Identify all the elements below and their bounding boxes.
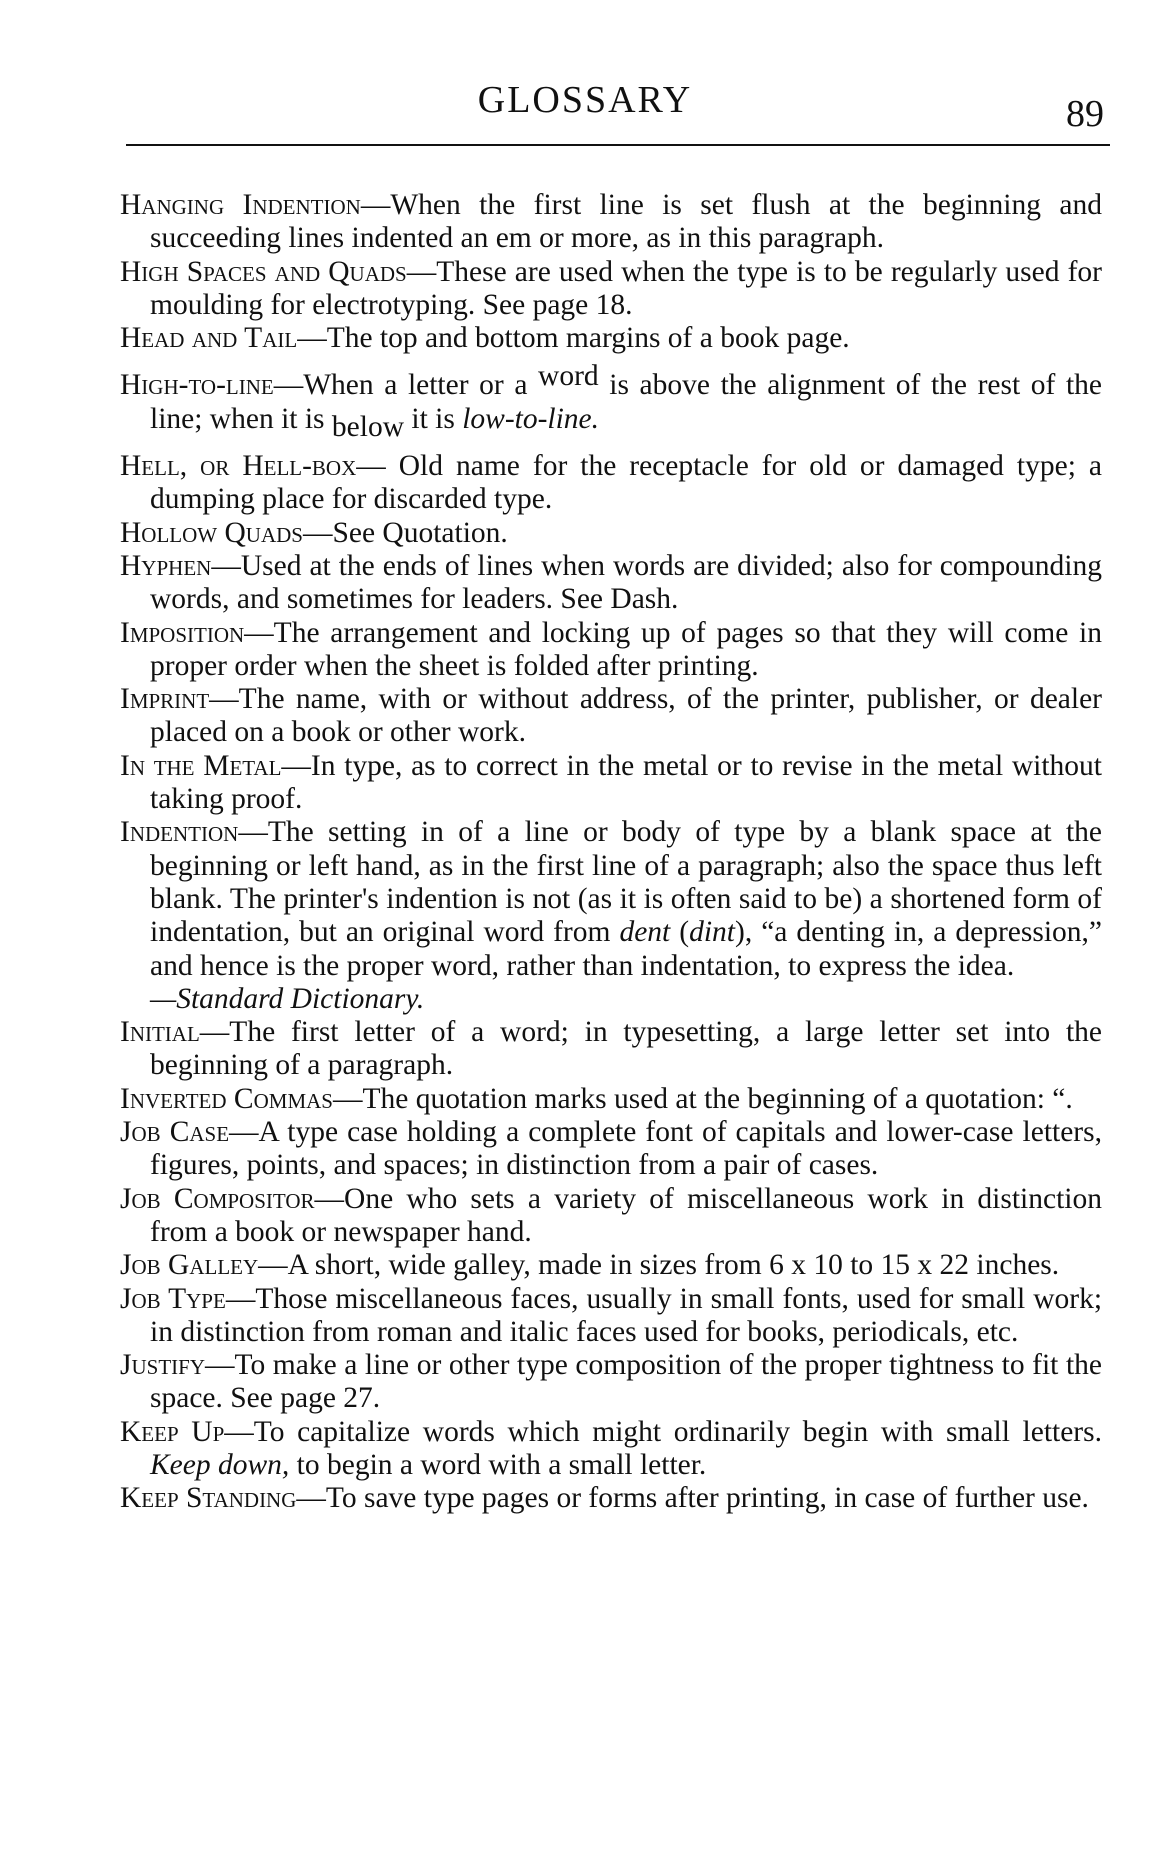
entry-term: Initial: [120, 1016, 200, 1049]
entry-definition: —Used at the ends of lines when words are divided; also for compounding words, and sometimes for leaders. See Dash.: [150, 549, 1102, 616]
raised-word: word: [538, 360, 599, 393]
glossary-entry: [120, 517, 1102, 550]
entry-term: Job Compositor: [120, 1182, 315, 1215]
entry-definition: — Old name for the receptacle for old or damaged type; a dumping place for discarded type.: [150, 450, 1102, 516]
entry-term: Hyphen: [120, 549, 212, 582]
glossary-entries: [120, 189, 1102, 1516]
lowered-word: below: [331, 410, 404, 443]
entry-term: Imprint: [120, 683, 210, 716]
glossary-entry: [120, 1183, 1102, 1250]
entry-definition: —One who sets a variety of miscellaneous work in distinction from a book or newspaper hand.: [150, 1182, 1102, 1248]
entry-definition: —A type case holding a complete font of capitals and lower-case letters, figures, points, and spaces; in distinction from a pair of cases.: [150, 1116, 1102, 1182]
entry-term: High Spaces and Quads: [120, 255, 407, 288]
entry-definition: —The quotation marks used at the beginning of a quotation: “.: [332, 1082, 1073, 1115]
entry-term: Keep Standing: [120, 1482, 297, 1515]
italic-word: dint: [689, 916, 735, 949]
entry-definition: —The top and bottom margins of a book page.: [297, 322, 850, 355]
entry-definition: —A short, wide galley, made in sizes from 6 x 10 to 15 x 22 inches.: [258, 1249, 1060, 1282]
glossary-entry: [120, 1482, 1102, 1515]
glossary-entry: [120, 1283, 1102, 1350]
italic-term: low-to-line.: [462, 402, 600, 435]
glossary-entry: [120, 322, 1102, 355]
entry-definition: —The name, with or without address, of the printer, publisher, or dealer placed on a book or other work.: [150, 683, 1102, 749]
entry-term: Justify: [120, 1349, 205, 1382]
entry-term: Keep Up: [120, 1415, 225, 1448]
entry-term: Hollow Quads: [120, 516, 303, 549]
glossary-entry: [120, 1416, 1102, 1483]
entry-definition: —To capitalize words which might ordinarily begin with small letters.: [224, 1415, 1102, 1448]
citation: —Standard Dictionary.: [150, 982, 425, 1015]
entry-term: Hell, or Hell-box: [120, 450, 357, 483]
page-number: 89: [1066, 93, 1104, 135]
entry-definition: —These are used when the type is to be regularly used for moulding for electrotyping. See page 18.: [150, 255, 1102, 321]
entry-term: Head and Tail: [120, 322, 298, 355]
entry-definition: —The arrangement and locking up of pages so that they will come in proper order when the sheet is folded after printing.: [150, 616, 1102, 682]
page-title: GLOSSARY: [477, 79, 693, 121]
entry-definition: to begin a word with a small letter.: [289, 1448, 707, 1481]
entry-term: Hanging Indention: [120, 189, 361, 221]
entry-term: Job Type: [120, 1282, 226, 1315]
entry-definition: —When a letter or a: [273, 369, 539, 402]
glossary-entry: [120, 450, 1102, 517]
entry-definition: —In type, as to correct in the metal or to revise in the metal without taking proof.: [150, 749, 1102, 816]
glossary-entry: [120, 617, 1102, 684]
entry-term: In the Metal: [120, 749, 282, 782]
entry-definition: —The first letter of a word; in typesetting, a large letter set into the beginning of a paragraph.: [150, 1016, 1102, 1082]
italic-word: dent: [619, 916, 671, 949]
glossary-entry: [120, 1249, 1102, 1282]
entry-term: Inverted Commas: [120, 1082, 333, 1115]
glossary-entry: [120, 550, 1102, 617]
glossary-entry: [120, 256, 1102, 323]
entry-definition: —The setting in of a line or body of type by a blank space at the beginning or left hand, as in the first line of a paragraph; also the space thus left blank. The printer's indention is not (as it is often said to be) a shortened form of indentation, but an original word from: [150, 816, 1102, 949]
entry-term: Job Case: [120, 1116, 230, 1149]
entry-definition: —Those miscellaneous faces, usually in small fonts, used for small work; in distinction from roman and italic faces used for books, periodicals, etc.: [150, 1282, 1103, 1348]
entry-definition: —See Quotation.: [302, 516, 508, 549]
entry-definition: ), “a denting in, a depression,” and hence is the proper word, rather than indentation, to express the idea.: [150, 916, 1102, 982]
entry-term: Indention: [120, 816, 239, 849]
entry-term: Imposition: [120, 616, 245, 649]
glossary-entry: [120, 360, 1102, 443]
entry-definition: it is: [404, 402, 463, 435]
italic-term: Keep down,: [150, 1448, 290, 1481]
entry-definition: —To make a line or other type composition of the proper tightness to fit the space. See page 27.: [150, 1349, 1102, 1415]
glossary-entry: [120, 683, 1102, 750]
glossary-entry: [120, 1349, 1102, 1416]
entry-definition: is above the alignment of the rest of the line; when it is: [150, 369, 1102, 435]
entry-term: High-to-line: [120, 369, 274, 402]
glossary-entry: [120, 189, 1102, 256]
glossary-entry: [120, 816, 1102, 982]
entry-term: Job Galley: [120, 1249, 259, 1282]
glossary-entry: [120, 1083, 1102, 1116]
entry-definition: —When the first line is set flush at the beginning and succeeding lines indented an em or more, as in this paragraph.: [150, 189, 1102, 255]
glossary-entry: [120, 750, 1102, 817]
entry-definition: —To save type pages or forms after printing, in case of further use.: [296, 1482, 1089, 1515]
glossary-entry: [120, 1116, 1102, 1183]
glossary-entry: [120, 1016, 1102, 1083]
header-rule: [126, 144, 1110, 146]
entry-definition: (: [670, 916, 690, 949]
